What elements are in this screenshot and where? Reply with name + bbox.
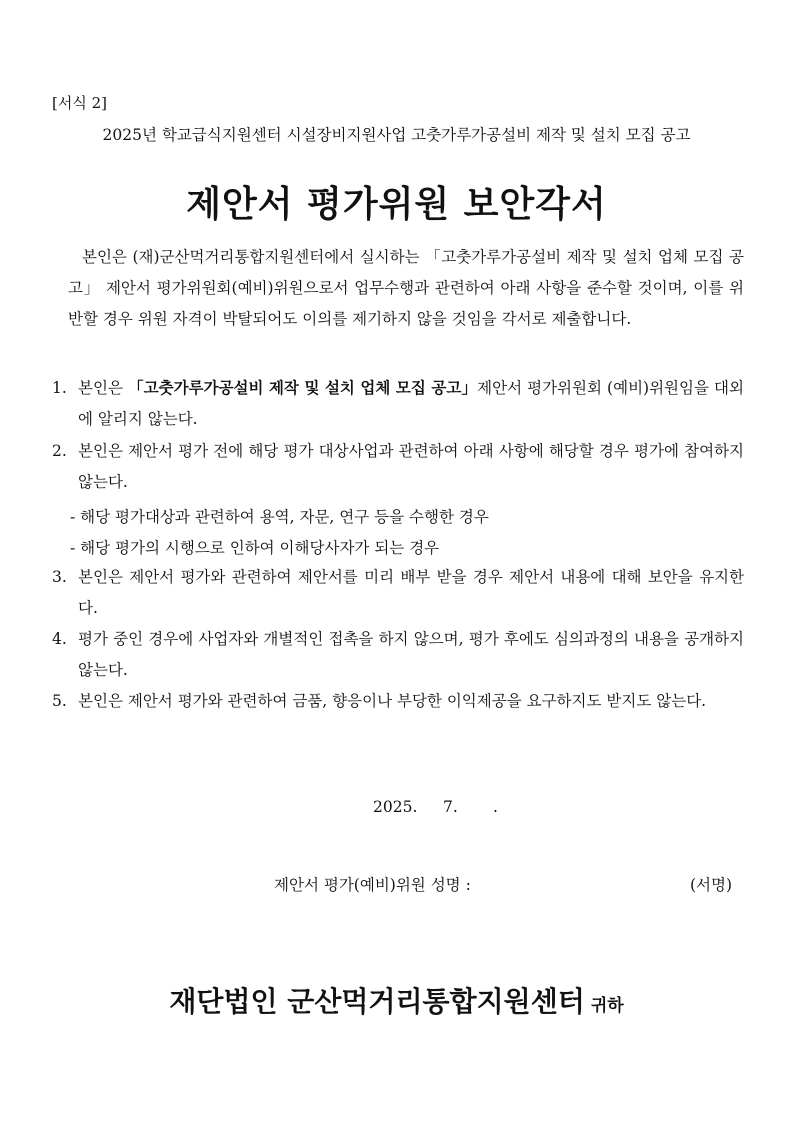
pledge-item-text: 본인은 제안서 평가와 관련하여 제안서를 미리 배부 받을 경우 제안서 내용에 대해 보안을 유지한다.: [78, 568, 744, 617]
pledge-item-number: 2.: [52, 442, 67, 460]
pledge-item-number: 1.: [52, 379, 67, 397]
pledge-item-number: 5.: [52, 692, 67, 710]
pledge-item-post: 제안서 평가위원회 (예비)위원임을 대외에 알리지 않는다.: [78, 379, 744, 428]
recipient-line: [0, 980, 793, 1020]
recipient-org: 재단법인 군산먹거리통합지원센터: [169, 985, 585, 1018]
form-label: [서식 2]: [52, 94, 107, 112]
pledge-item-3: [52, 562, 744, 624]
signature-mark: (서명): [690, 876, 733, 894]
pledge-item-2: [52, 436, 744, 498]
pledge-item-pre: 본인은: [78, 379, 128, 397]
pledge-item-bold-title: 「고춧가루가공설비 제작 및 설치 업체 모집 공고」: [128, 379, 478, 397]
sub-item-1: - 해당 평가대상과 관련하여 용역, 자문, 연구 등을 수행한 경우: [70, 508, 489, 526]
date-line: [373, 798, 498, 816]
date-month: 7.: [443, 798, 458, 816]
signature-label: 제안서 평가(예비)위원 성명 :: [274, 876, 471, 894]
sub-item-2: - 해당 평가의 시행으로 인하여 이해당사자가 되는 경우: [70, 539, 440, 557]
pledge-item-text: 평가 중인 경우에 사업자와 개별적인 접촉을 하지 않으며, 평가 후에도 심의과정의 내용을 공개하지 않는다.: [78, 630, 744, 679]
pledge-item-number: 4.: [52, 630, 67, 648]
recipient-suffix: 귀하: [590, 996, 624, 1016]
date-year: 2025.: [373, 798, 418, 816]
document-title: 제안서 평가위원 보안각서: [186, 184, 607, 225]
pledge-item-5: [52, 686, 744, 717]
pledge-item-number: 3.: [52, 568, 67, 586]
intro-paragraph: 본인은 (재)군산먹거리통합지원센터에서 실시하는 「고춧가루가공설비 제작 및 설치 업체 모집 공고」 제안서 평가위원회(예비)위원으로서 업무수행과 관련하여 아래 사항을 준수할 것이며, 이를 위반할 경우 위원 자격이 박탈되어도 이의를 제기하지 않을 것임을 각서로 제출합니다.: [68, 248, 744, 328]
notice-subtitle: 2025년 학교급식지원센터 시설장비지원사업 고춧가루가공설비 제작 및 설치 모집 공고: [102, 126, 691, 144]
date-day: .: [493, 798, 498, 816]
pledge-item-text: 본인은 제안서 평가 전에 해당 평가 대상사업과 관련하여 아래 사항에 해당할 경우 평가에 참여하지 않는다.: [78, 442, 744, 491]
pledge-item-text: [78, 373, 744, 435]
pledge-item-text: 본인은 제안서 평가와 관련하여 금품, 향응이나 부당한 이익제공을 요구하지도 받지도 않는다.: [78, 692, 707, 710]
pledge-item-4: [52, 624, 744, 686]
pledge-item-1: [52, 373, 744, 435]
